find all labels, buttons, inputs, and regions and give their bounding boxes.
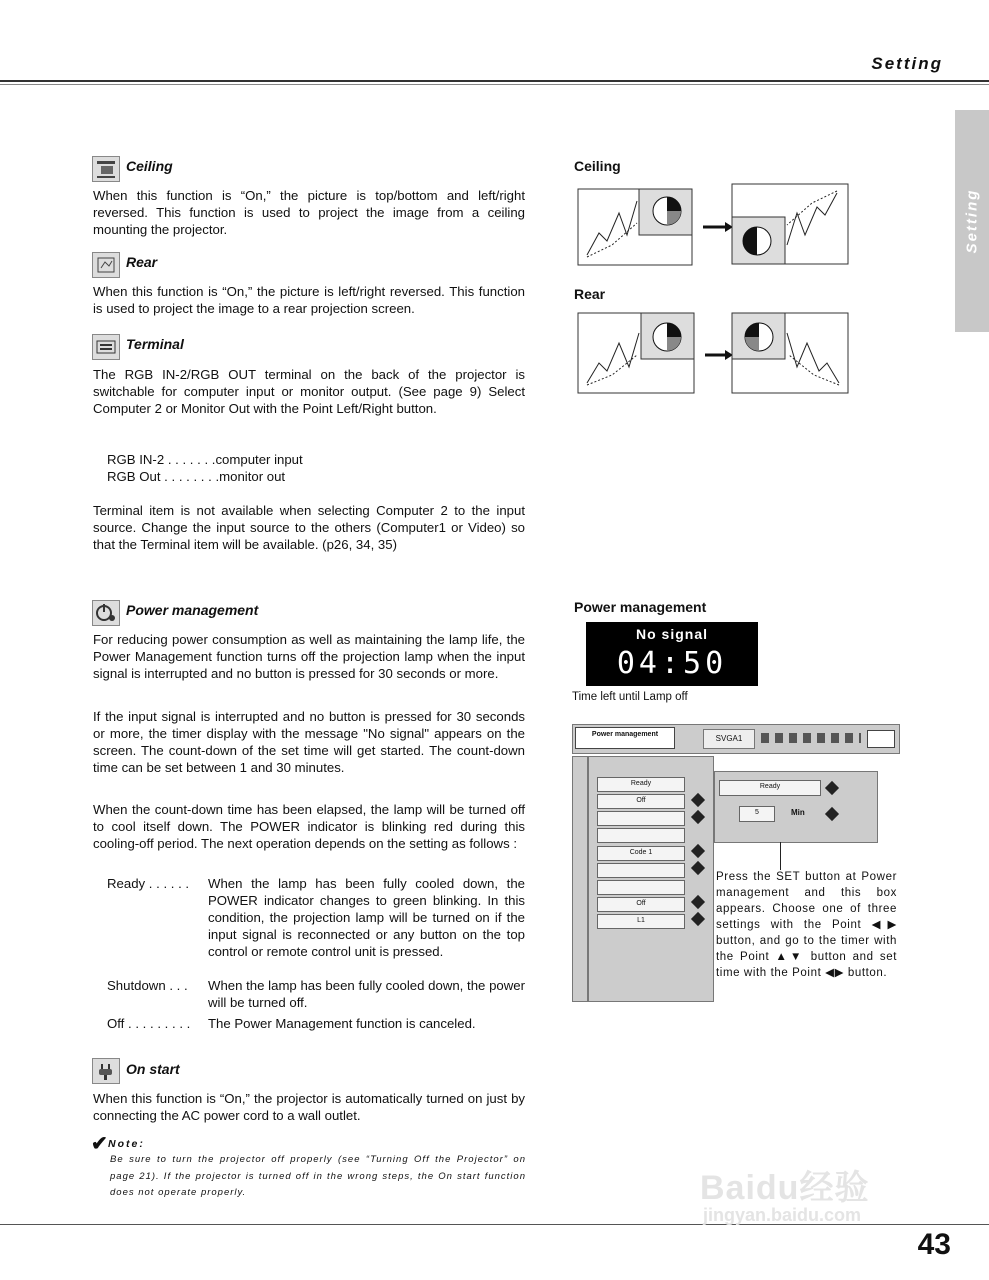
menu-tab-power[interactable]: Power management: [575, 727, 675, 749]
plug-icon: [92, 1058, 120, 1084]
side-tab-label: Setting: [963, 188, 981, 254]
ceiling-title: Ceiling: [126, 158, 173, 174]
ceiling-diagram: [577, 183, 851, 268]
menu-item[interactable]: Code 1: [597, 846, 685, 861]
menu-item[interactable]: Off: [597, 794, 685, 809]
power-management-icon: [92, 600, 120, 626]
page-number: 43: [917, 1228, 951, 1261]
countdown-timer: 04:50: [616, 646, 728, 681]
watermark-url: jingyan.baidu.com: [703, 1205, 862, 1225]
rear-title: Rear: [126, 254, 158, 270]
rear-diagram-label: Rear: [574, 286, 606, 302]
callout-line: [780, 842, 781, 870]
no-signal-text: No signal: [635, 626, 708, 642]
menu-bar: [572, 724, 900, 754]
menu-item[interactable]: [597, 811, 685, 826]
power-option-name: Ready . . . . . .: [107, 876, 190, 891]
power-title: Power management: [126, 602, 259, 618]
side-tab: [955, 110, 989, 332]
submenu-time-unit: Min: [791, 808, 805, 817]
ceiling-diagram-label: Ceiling: [574, 158, 621, 174]
submenu-mode[interactable]: Ready: [719, 780, 821, 796]
note-label: Note:: [108, 1138, 145, 1150]
point-arrow-icon: [691, 861, 705, 875]
rear-diagram: [577, 311, 851, 396]
menu-item[interactable]: [597, 828, 685, 843]
page-header-title: Setting: [871, 54, 943, 73]
ceiling-icon: [92, 156, 120, 182]
menu-item[interactable]: [597, 880, 685, 895]
point-arrow-icon: [825, 807, 839, 821]
terminal-title: Terminal: [126, 336, 184, 352]
header-rule-thin: [0, 84, 989, 85]
point-arrow-icon: [691, 793, 705, 807]
power-diagram-label: Power management: [574, 599, 707, 615]
terminal-body: The RGB IN-2/RGB OUT terminal on the back of the projector is switchable for computer input or monitor output. (See page 9) Select Computer 2 or Monitor Out with the Point Left/Right button.: [93, 367, 525, 416]
ceiling-body: When this function is “On,” the picture is top/bottom and left/right reversed. This function is used to project the image from a ceiling mounting the projector.: [93, 188, 525, 237]
menu-exit-icon[interactable]: [867, 730, 895, 748]
note-body: Be sure to turn the projector off properly (see “Turning Off the Projector” on page 21). If the projector is turned off in the wrong steps, the On start function does not operate properly.: [110, 1154, 526, 1198]
terminal-option: RGB Out . . . . . . . .monitor out: [107, 469, 286, 484]
terminal-note: Terminal item is not available when selecting Computer 2 to the input source. Change the input source to the others (Computer1 or Video) so that the Terminal item will be available. (p26, 34, 35): [93, 503, 525, 552]
menu-icons: [761, 733, 861, 743]
onstart-title: On start: [126, 1061, 180, 1077]
onstart-body: When this function is “On,” the projector is automatically turned on just by connecting the AC power cord to a wall outlet.: [93, 1091, 525, 1123]
point-arrow-icon: [825, 781, 839, 795]
no-signal-display: [586, 622, 758, 686]
terminal-icon: [92, 334, 120, 360]
power-option-desc: The Power Management function is canceled.: [208, 1016, 476, 1031]
power-p2: If the input signal is interrupted and no button is pressed for 30 seconds or more, the timer display with the message "No signal" appears on the screen. The count-down of the set time will get started. The count-down time can be set between 1 and 30 minutes.: [93, 709, 525, 775]
time-caption: Time left until Lamp off: [572, 691, 688, 703]
terminal-option: RGB IN-2 . . . . . . .computer input: [107, 452, 303, 467]
menu-sidebar: [572, 756, 588, 1002]
point-arrow-icon: [691, 895, 705, 909]
point-arrow-icon: [691, 912, 705, 926]
watermark-brand: Baidu经验: [700, 1169, 870, 1207]
power-option-name: Off . . . . . . . . .: [107, 1016, 191, 1031]
rear-body: When this function is “On,” the picture is left/right reversed. This function is used to project the image to a rear projection screen.: [93, 284, 525, 316]
checkmark-icon: ✔: [91, 1133, 108, 1155]
menu-item[interactable]: L1: [597, 914, 685, 929]
power-option-name: Shutdown . . .: [107, 978, 188, 993]
menu-item[interactable]: [597, 863, 685, 878]
power-p1: For reducing power consumption as well as maintaining the lamp life, the Power Management function turns off the projection lamp when the input signal is interrupted and no button is pressed for 30 seconds or more.: [93, 632, 525, 681]
rear-icon: [92, 252, 120, 278]
power-option-desc: When the lamp has been fully cooled down, the power will be turned off.: [208, 978, 525, 1010]
menu-source: SVGA1: [703, 729, 755, 749]
power-p3: When the count-down time has been elapsed, the lamp will be turned off to cool itself down. The POWER indicator is blinking red during this cooling-off period. The next operation depends on the setting as follows :: [93, 802, 525, 851]
menu-item[interactable]: Off: [597, 897, 685, 912]
submenu-box: [714, 771, 878, 843]
menu-caption: Press the SET button at Power management and this box appears. Choose one of three settings with the Point ◀▶ button, and go to the timer with the Point ▲▼ button and set time with the Point ◀▶ button.: [716, 871, 897, 979]
submenu-time-value[interactable]: 5: [739, 806, 775, 822]
power-option-desc: When the lamp has been fully cooled down, the POWER indicator changes to green blinking. In this condition, the projection lamp will be turned on if the input signal is reconnected or any button on the top control or remote control unit is pressed.: [208, 876, 525, 959]
menu-panel: [588, 756, 714, 1002]
menu-item[interactable]: Ready: [597, 777, 685, 792]
point-arrow-icon: [691, 810, 705, 824]
header-rule: [0, 80, 989, 82]
point-arrow-icon: [691, 844, 705, 858]
